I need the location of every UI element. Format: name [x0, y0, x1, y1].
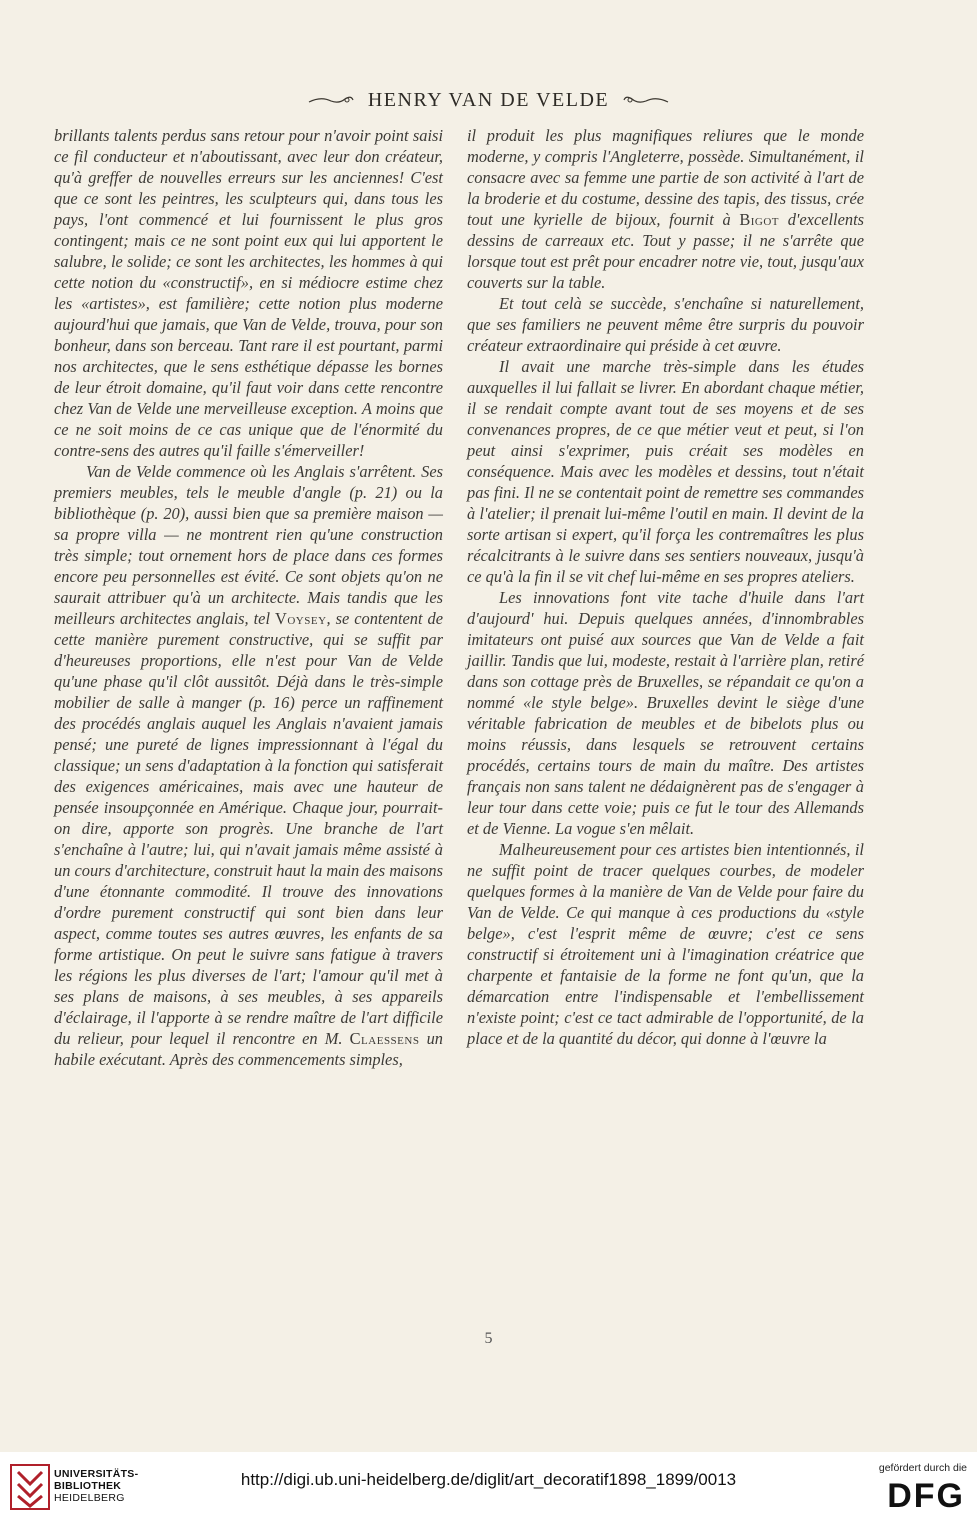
- ornament-right-icon: [622, 94, 670, 106]
- paragraph: Malheureusement pour ces artistes bien intentionnés, il ne suffit point de tracer quelques courbes, de modeler quelques formes à la manière de Van de Velde pour faire du Van de Velde. Ce qui manque à ces productions du «style belge», c'est l'esprit même de œuvre; c'est ce sens constructif si étroitement uni à l'imagination créatrice que charpente et fantaisie de la forme ne font qu'un, que la démarcation entre l'indispensable et l'embellissement n'existe point; c'est ce tact admirable de l'opportunité, de la place et de la quantité du décor, qui donne à l'œuvre la: [467, 840, 864, 1048]
- funding-label: gefördert durch die: [878, 1462, 967, 1474]
- permalink-url[interactable]: http://digi.ub.uni-heidelberg.de/diglit/art_decoratif1898_1899/0013: [240, 1470, 737, 1489]
- ornament-left-icon: [307, 94, 355, 106]
- paragraph: il produit les plus magnifiques reliures que le monde moderne, y compris l'Angleterre, possède. Simultanément, il consacre avec sa femme une partie de son activité à l'art de la broderie et du costume, dessine des tapis, des tissus, crée tout une kyrielle de bijoux, fournit à Bigot d'excellents dessins de carreaux etc. Tout y passe; il ne s'arrête que lorsque tout est prêt pour encadrer notre vie, tout, jusqu'aux couverts sur la table.: [467, 126, 864, 292]
- running-head: [0, 88, 977, 112]
- small-caps-name: Bigot: [739, 210, 780, 229]
- paragraph: Et tout celà se succède, s'enchaîne si naturellement, que ses familiers ne peuvent même être surpris du pouvoir créateur extraordinaire qui préside à cet œuvre.: [467, 294, 864, 355]
- paragraph: Il avait une marche très-simple dans les études auxquelles il lui fallait se livrer. En abordant chaque métier, il se rendait compte avant tout de ses moyens et de ses convenances propres, de ce que métier veut et peut, si l'on peut ainsi s'exprimer, puis créait ses modèles en conséquence. Mais avec les modèles et dessins, tout n'était pas fini. Il ne se contentait point de remettre ses commandes à l'atelier; il prenait lui-même l'outil en main. Il devint de la sorte artisan si expert, qu'il força les contremaîtres les plus récalcitrants à le suivre dans ses sentiers nouveaux, jusqu'à ce qu'à la fin il se vit chef lui-même en ses propres ateliers.: [467, 357, 864, 586]
- small-caps-name: Voysey: [275, 609, 327, 628]
- small-caps-name: Claessens: [349, 1029, 420, 1048]
- library-name: UNIVERSITÄTS- BIBLIOTHEK HEIDELBERG: [54, 1468, 139, 1504]
- left-column: [54, 125, 443, 1070]
- dfg-logo-icon: DFG: [887, 1477, 965, 1515]
- paragraph: Van de Velde commence où les Anglais s'arrêtent. Ses premiers meubles, tels le meuble d'angle (p. 21) ou la bibliothèque (p. 20), aussi bien que sa première maison — sa propre villa — ne montrent rien qu'une construction très simple; tout ornement hors de place dans ces formes encore peu personnelles est évité. Ce sont objets qu'on ne saurait attribuer qu'à un architecte. Mais tandis que les meilleurs architectes anglais, tel Voysey, se contentent de cette manière purement constructive, qui se suffit par d'heureuses proportions, elle n'est pour Van de Velde qu'une phase qu'il clôt aussitôt. Déjà dans le très-simple mobilier de salle à manger (p. 16) perce un raffinement des procédés anglais auquel les Anglais n'avaient jamais pensé; une pureté de lignes impressionnant à l'égal du classique; un sens d'adaptation à la fonction qui satisferait des exigences américaines, mais avec une hauteur de pensée insoupçonnée en Amérique. Chaque jour, pourrait-on dire, apporte son progrès. Une branche de l'art s'enchaîne à l'autre; lui, qui n'avait jamais même assisté à un cours d'architecture, construit haut la main des maisons d'une étonnante commodité. Il trouve des innovations d'ordre purement constructif qui sont bien dans leur aspect, comme toutes ses autres œuvres, les enfants de sa forme artistique. On peut le suivre sans fatigue à travers les régions les plus diverses de l'art; l'amour qu'il met à ses plans de maisons, à ses meubles, à ses appareils d'éclairage, il l'apporte à se rendre maître de l'art difficile du relieur, pour lequel il rencontre en M. Claessens un habile exécutant. Après des commencements simples,: [54, 462, 443, 1069]
- paragraph: brillants talents perdus sans retour pour n'avoir point saisi ce fil conducteur et n'aboutissant, avec leur don créateur, qu'à greffer de nouvelles erreurs sur les anciennes! C'est que ce sont les peintres, les sculpteurs qui, dans tous les pays, l'ont commencé et lui fournissent le plus gros contingent; mais ce ne sont point eux qui lui apportent le salubre, le solide; ce sont les architectes, les hommes à qui cette notion du «constructif», en si médiocre estime chez les «artistes», est familière; cette notion plus moderne aujourd'hui que jamais, que Van de Velde, trouva, pour son bonheur, dans son berceau. Tant rare il est pourtant, parmi nos architectes, que le sens esthétique dépasse les bornes de leur étroit domaine, qu'il faut voir dans cette rencontre chez Van de Velde une merveilleuse exception. A moins que ce ne soit moins de ce cas unique que de l'énormité du contre-sens des autres qu'il faille s'émerveiller!: [54, 126, 443, 460]
- right-column: [467, 125, 864, 1049]
- paragraph: Les innovations font vite tache d'huile dans l'art d'aujourd' hui. Depuis quelques années, d'innombrables imitateurs ont puisé aux sources que Van de Velde a fait jaillir. Tandis que lui, modeste, restait à l'arrière plan, retiré dans son cottage près de Bruxelles, se répandait ce qu'on a nommé «le style belge». Bruxelles devint le siège d'une véritable fabrication de meubles et de bibelots plus ou moins réussis, dans lesquels se retrouvent certains procédés, certains tours de main du maître. Des artistes français non sans talent ne dédaignèrent pas de s'engager à leur tour dans cette voie; puis ce fut le tour des Allemands et de Vienne. La vogue s'en mêlait.: [467, 588, 864, 838]
- running-title: HENRY VAN DE VELDE: [367, 88, 610, 111]
- page-number: 5: [484, 1330, 493, 1347]
